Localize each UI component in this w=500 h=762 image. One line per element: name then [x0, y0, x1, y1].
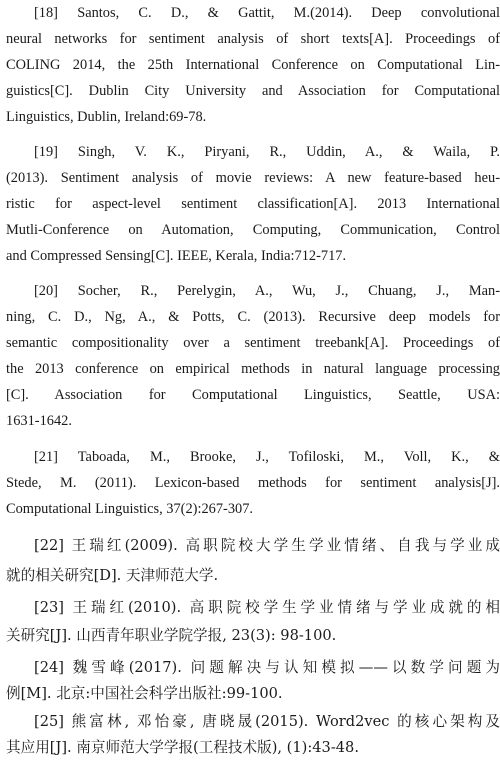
reference-line: Linguistics, Dublin, Ireland:69-78. [6, 109, 207, 125]
reference-line: and Compressed Sensing[C]. IEEE, Kerala, India:712-717. [6, 248, 347, 264]
reference-line: semantic compositionality over a sentiment treebank[A]. Proceedings of [6, 335, 500, 351]
reference-line: [21] Taboada, M., Brooke, J., Tofiloski, M., Voll, K., & [34, 449, 500, 465]
reference-line: the 2013 conference on empirical methods in natural language processing [6, 361, 500, 377]
reference-line: ristic for aspect-level sentiment classification[A]. 2013 International [6, 196, 500, 212]
reference-line: 其应用[J]. 南京师范大学学报(工程技术版), (1):43-48. [6, 739, 359, 756]
reference-line: 例[M]. 北京:中国社会科学出版社:99-100. [6, 685, 283, 702]
reference-line: Stede, M. (2011). Lexicon-based methods for sentiment analysis[J]. [6, 475, 500, 491]
reference-line: guistics[C]. Dublin City University and Association for Computational [6, 83, 500, 99]
reference-line: neural networks for sentiment analysis of short texts[A]. Proceedings of [6, 31, 500, 47]
reference-line: Computational Linguistics, 37(2):267-307. [6, 501, 254, 517]
reference-line: 关研究[J]. 山西青年职业学院学报, 23(3): 98-100. [6, 627, 337, 644]
reference-line: [18] Santos, C. D., & Gattit, M.(2014). Deep convolutional [34, 5, 500, 21]
reference-line: 就的相关研究[D]. 天津师范大学. [6, 567, 219, 584]
reference-line: [24] 魏雪峰(2017). 问题解决与认知模拟——以数学问题为 [34, 659, 500, 676]
reference-line: ning, C. D., Ng, A., & Potts, C. (2013). Recursive deep models for [6, 309, 500, 325]
reference-line: Mutli-Conference on Automation, Computing, Communication, Control [6, 222, 500, 238]
reference-line: 1631-1642. [6, 413, 72, 429]
reference-line: [25] 熊富林, 邓怡豪, 唐晓晟(2015). Word2vec 的核心架构及 [34, 713, 500, 730]
reference-line: (2013). Sentiment analysis of movie reviews: A new feature-based heu- [6, 170, 500, 186]
reference-line: [23] 王瑞红(2010). 高职院校学生学业情绪与学业成就的相 [34, 599, 500, 616]
reference-line: [C]. Association for Computational Linguistics, Seattle, USA: [6, 387, 500, 403]
reference-line: [20] Socher, R., Perelygin, A., Wu, J., Chuang, J., Man- [34, 283, 500, 299]
reference-line: COLING 2014, the 25th International Conference on Computational Lin- [6, 57, 500, 73]
reference-line: [22] 王瑞红(2009). 高职院校大学生学业情绪、自我与学业成 [34, 537, 500, 554]
reference-line: [19] Singh, V. K., Piryani, R., Uddin, A., & Waila, P. [34, 144, 500, 160]
